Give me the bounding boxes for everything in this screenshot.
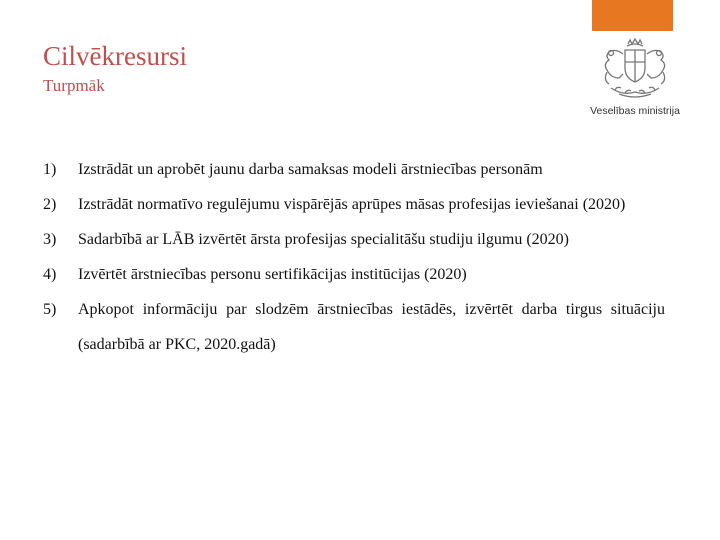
- list-item-text: Izstrādāt un aprobēt jaunu darba samaksas modeli ārstniecības personām: [78, 161, 543, 178]
- list-item: [43, 257, 665, 292]
- list-item-number: 4): [43, 266, 57, 283]
- list-item-number: 1): [43, 161, 57, 178]
- ministry-name: Veselības ministrija: [590, 105, 680, 117]
- list-item: [43, 222, 665, 257]
- list-item-text: Apkopot informāciju par slodzēm ārstniecības iestādēs, izvērtēt darba tirgus situāciju (sadarbībā ar PKC, 2020.gadā): [78, 301, 665, 353]
- list-item-text: Izvērtēt ārstniecības personu sertifikācijas institūcijas (2020): [78, 266, 467, 283]
- list-item-text: Izstrādāt normatīvo regulējumu vispārējās aprūpes māsas profesijas ieviešanai (2020): [78, 196, 626, 213]
- coat-of-arms-icon: [597, 38, 673, 100]
- list-item: [43, 292, 665, 362]
- list-item-number: 2): [43, 196, 57, 213]
- accent-block: [592, 0, 673, 31]
- list-item-text: Sadarbībā ar LĀB izvērtēt ārsta profesijas specialitāšu studiju ilgumu (2020): [78, 231, 569, 248]
- page-subtitle: Turpmāk: [43, 76, 105, 95]
- action-list: [43, 152, 665, 362]
- list-item: [43, 187, 665, 222]
- ministry-logo: [585, 38, 685, 126]
- page-title: Cilvēkresursi: [43, 41, 187, 71]
- list-item-number: 3): [43, 231, 57, 248]
- list-item: [43, 152, 665, 187]
- list-item-number: 5): [43, 301, 57, 318]
